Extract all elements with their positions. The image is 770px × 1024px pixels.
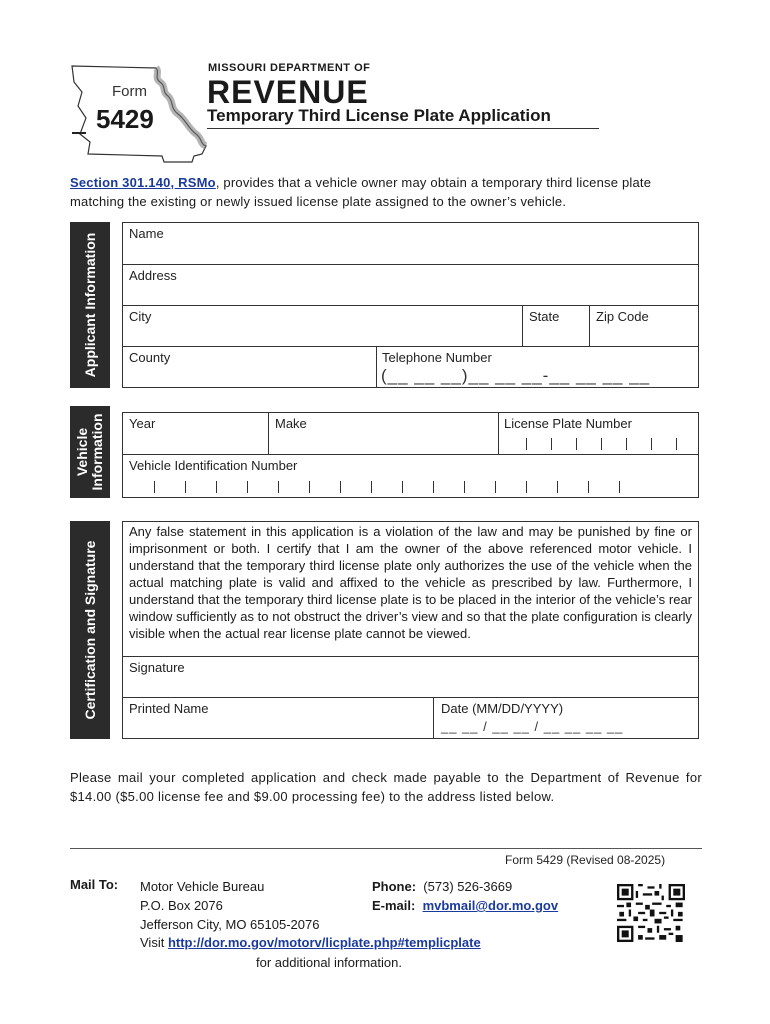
- intro-paragraph: [70, 173, 702, 211]
- vin-char-divider: [309, 481, 310, 493]
- mailing-instructions: Please mail your completed application and check made payable to the Department of Revenue for $14.00 ($5.00 license fee and $9.00 processing fee) to the address listed below.: [70, 770, 702, 804]
- printed-name-field[interactable]: [122, 697, 434, 739]
- phone-label: Phone:: [372, 879, 417, 894]
- header-dash: [72, 132, 86, 134]
- website-link[interactable]: http://dor.mo.gov/motorv/licplate.php#templicplate: [167, 935, 481, 950]
- date-field[interactable]: [433, 697, 699, 739]
- zip-code-label: Zip Code: [596, 309, 649, 324]
- certification-section-tab: [70, 521, 110, 739]
- vin-char-divider: [619, 481, 620, 493]
- department-label: MISSOURI DEPARTMENT OF: [208, 62, 371, 74]
- zip-code-field[interactable]: [589, 305, 699, 347]
- telephone-blank: (__ __ __)__ __ __-__ __ __ __: [381, 366, 651, 385]
- vin-char-divider: [247, 481, 248, 493]
- name-field[interactable]: [122, 222, 699, 265]
- contact-info: [372, 877, 558, 915]
- vin-char-divider: [464, 481, 465, 493]
- form-number: 5429: [96, 104, 154, 134]
- vin-char-divider: [154, 481, 155, 493]
- vin-char-divider: [526, 481, 527, 493]
- telephone-field[interactable]: [376, 346, 699, 388]
- plate-char-divider: [626, 438, 627, 450]
- vehicle-section-label: [75, 414, 105, 491]
- make-field[interactable]: [268, 412, 499, 455]
- vehicle-section-tab: [70, 406, 110, 498]
- certification-statement-box: [122, 521, 699, 657]
- printed-name-label: Printed Name: [129, 701, 209, 716]
- mail-to-label: Mail To:: [70, 877, 119, 892]
- plate-char-divider: [601, 438, 602, 450]
- form-title: Temporary Third License Plate Application: [207, 106, 551, 125]
- license-plate-label: License Plate Number: [504, 416, 632, 431]
- year-label: Year: [129, 416, 156, 431]
- vin-label: Vehicle Identification Number: [129, 458, 298, 473]
- certification-statement: Any false statement in this application is a violation of the law and may be punished by fine or imprisonment or both. I certify that I am the owner of the above referenced motor vehicle. I understand that the temporary third license plate only authorizes the use of the vehicle when the actual matching plate is valid and affixed to the vehicle as prescribed by law. Furthermore, I understand that the temporary third license plate is to be placed in the interior of the vehicle’s rear window sufficiently as to not obstruct the driver’s view and so that the plate configuration is clearly visible when the actual rear license plate cannot be viewed.: [129, 524, 692, 641]
- vin-char-divider: [278, 481, 279, 493]
- intro-text: , provides that a vehicle owner may obtain a temporary third license plate matching the existing or newly issued license plate assigned to the owner’s vehicle.: [70, 175, 652, 209]
- mail-line-3: Jefferson City, MO 65105-2076: [140, 917, 320, 932]
- certification-section-label: Certification and Signature: [82, 540, 98, 720]
- address-field[interactable]: [122, 264, 699, 306]
- vin-char-divider: [185, 481, 186, 493]
- vin-char-divider: [371, 481, 372, 493]
- applicant-section-label: Applicant Information: [82, 232, 98, 378]
- revision-label: Form 5429 (Revised 08-2025): [505, 853, 666, 867]
- state-field[interactable]: [522, 305, 590, 347]
- city-label: City: [129, 309, 152, 324]
- name-label: Name: [129, 226, 164, 241]
- county-field[interactable]: [122, 346, 377, 388]
- mailing-address: [140, 877, 319, 934]
- vehicle-tab-line1: Vehicle: [74, 427, 90, 477]
- vin-field[interactable]: [122, 454, 699, 498]
- applicant-section-tab: [70, 222, 110, 388]
- vin-char-divider: [433, 481, 434, 493]
- state-label: State: [529, 309, 560, 324]
- form-label: Form: [112, 83, 147, 100]
- telephone-label: Telephone Number: [382, 350, 492, 365]
- mail-line-2: P.O. Box 2076: [140, 898, 223, 913]
- date-label: Date (MM/DD/YYYY): [441, 701, 564, 716]
- department-logo-text: REVENUE: [207, 74, 369, 110]
- visit-line: [140, 935, 481, 950]
- plate-char-divider: [551, 438, 552, 450]
- year-field[interactable]: [122, 412, 269, 455]
- mail-line-1: Motor Vehicle Bureau: [140, 879, 265, 894]
- email-link[interactable]: mvbmail@dor.mo.gov: [422, 898, 559, 913]
- phone-value: (573) 526-3669: [423, 879, 513, 894]
- plate-char-divider: [526, 438, 527, 450]
- title-underline: [207, 128, 599, 129]
- visit-prefix: Visit: [140, 935, 168, 950]
- vin-char-divider: [340, 481, 341, 493]
- vin-char-divider: [402, 481, 403, 493]
- address-label: Address: [129, 268, 177, 283]
- footer-divider: [70, 848, 702, 849]
- vin-char-divider: [216, 481, 217, 493]
- city-field[interactable]: [122, 305, 523, 347]
- qr-code: [617, 884, 685, 942]
- plate-char-divider: [576, 438, 577, 450]
- visit-suffix: for additional information.: [256, 955, 402, 970]
- signature-label: Signature: [129, 660, 185, 675]
- vin-char-divider: [588, 481, 589, 493]
- vin-char-divider: [557, 481, 558, 493]
- vin-char-divider: [495, 481, 496, 493]
- plate-char-divider: [651, 438, 652, 450]
- email-label: E-mail:: [372, 898, 416, 913]
- county-label: County: [129, 350, 171, 365]
- plate-char-divider: [676, 438, 677, 450]
- statute-link[interactable]: Section 301.140, RSMo: [70, 175, 216, 190]
- make-label: Make: [275, 416, 307, 431]
- vehicle-tab-line2: Information: [89, 413, 105, 491]
- signature-field[interactable]: [122, 656, 699, 698]
- date-blank: __ __ / __ __ / __ __ __ __: [441, 719, 624, 734]
- license-plate-field[interactable]: [498, 412, 699, 455]
